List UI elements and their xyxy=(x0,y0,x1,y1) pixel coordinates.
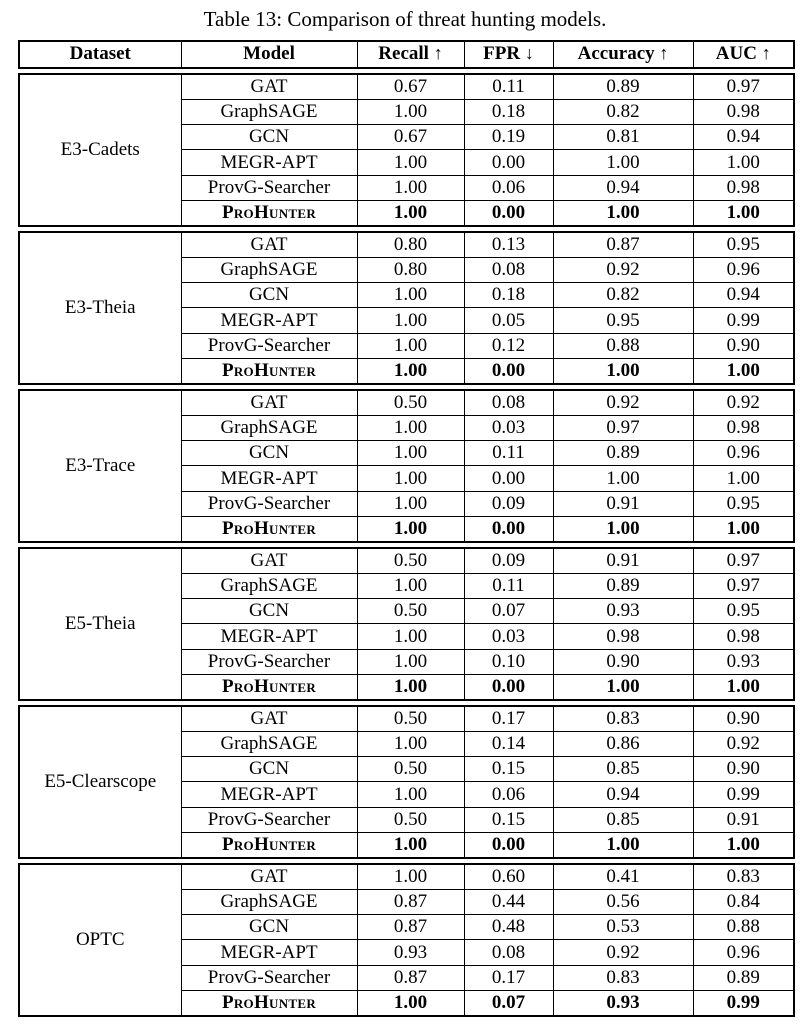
dataset-group xyxy=(18,705,795,859)
fpr-cell: 0.11 xyxy=(464,74,553,100)
auc-cell: 1.00 xyxy=(693,832,794,858)
recall-cell: 1.00 xyxy=(357,358,464,384)
recall-cell: 1.00 xyxy=(357,832,464,858)
accuracy-cell: 0.81 xyxy=(553,125,693,150)
recall-cell: 0.87 xyxy=(357,915,464,940)
dataset-group xyxy=(18,389,795,543)
model-cell: GraphSAGE xyxy=(181,100,357,125)
recall-cell: 0.87 xyxy=(357,890,464,915)
fpr-cell: 0.08 xyxy=(464,940,553,965)
table-row xyxy=(19,390,794,416)
dataset-group xyxy=(18,547,795,701)
column-header-recall xyxy=(357,41,464,68)
model-cell: MEGR-APT xyxy=(181,150,357,175)
model-cell: GCN xyxy=(181,915,357,940)
model-cell: GAT xyxy=(181,548,357,574)
dataset-cell: E3-Trace xyxy=(19,390,181,542)
dataset-cell: E5-Theia xyxy=(19,548,181,700)
dataset-group xyxy=(18,863,795,1017)
accuracy-cell: 1.00 xyxy=(553,466,693,491)
model-cell: GraphSAGE xyxy=(181,574,357,599)
accuracy-cell: 0.82 xyxy=(553,283,693,308)
fpr-cell: 0.00 xyxy=(464,466,553,491)
model-cell: MEGR-APT xyxy=(181,624,357,649)
fpr-cell: 0.08 xyxy=(464,258,553,283)
recall-cell: 1.00 xyxy=(357,574,464,599)
model-cell: ProvG-Searcher xyxy=(181,807,357,832)
fpr-cell: 0.17 xyxy=(464,706,553,732)
auc-cell: 0.94 xyxy=(693,125,794,150)
fpr-cell: 0.13 xyxy=(464,232,553,258)
recall-cell: 1.00 xyxy=(357,624,464,649)
fpr-cell: 0.15 xyxy=(464,807,553,832)
fpr-cell: 0.09 xyxy=(464,548,553,574)
fpr-cell: 0.00 xyxy=(464,150,553,175)
recall-cell: 1.00 xyxy=(357,175,464,200)
fpr-cell: 0.00 xyxy=(464,674,553,700)
dataset-group xyxy=(18,231,795,385)
fpr-cell: 0.07 xyxy=(464,599,553,624)
accuracy-cell: 0.89 xyxy=(553,74,693,100)
column-label: FPR xyxy=(483,43,521,64)
accuracy-cell: 0.85 xyxy=(553,757,693,782)
auc-cell: 1.00 xyxy=(693,674,794,700)
auc-cell: 0.88 xyxy=(693,915,794,940)
model-cell: MEGR-APT xyxy=(181,308,357,333)
recall-cell: 1.00 xyxy=(357,516,464,542)
accuracy-cell: 0.94 xyxy=(553,782,693,807)
table-row xyxy=(19,548,794,574)
accuracy-cell: 0.88 xyxy=(553,333,693,358)
accuracy-cell: 0.86 xyxy=(553,732,693,757)
accuracy-cell: 0.90 xyxy=(553,649,693,674)
column-header-dataset xyxy=(19,41,181,68)
model-cell: ProvG-Searcher xyxy=(181,649,357,674)
recall-cell: 1.00 xyxy=(357,150,464,175)
model-cell: MEGR-APT xyxy=(181,782,357,807)
column-label: Accuracy xyxy=(577,43,655,64)
accuracy-cell: 0.91 xyxy=(553,491,693,516)
recall-cell: 0.50 xyxy=(357,757,464,782)
fpr-cell: 0.00 xyxy=(464,200,553,226)
fpr-cell: 0.08 xyxy=(464,390,553,416)
model-cell: GAT xyxy=(181,232,357,258)
accuracy-cell: 1.00 xyxy=(553,674,693,700)
recall-cell: 1.00 xyxy=(357,200,464,226)
model-cell: ProHunter xyxy=(181,832,357,858)
fpr-cell: 0.60 xyxy=(464,864,553,890)
recall-cell: 1.00 xyxy=(357,416,464,441)
auc-cell: 0.98 xyxy=(693,624,794,649)
dataset-group xyxy=(18,73,795,227)
recall-cell: 1.00 xyxy=(357,782,464,807)
accuracy-cell: 0.53 xyxy=(553,915,693,940)
auc-cell: 1.00 xyxy=(693,200,794,226)
recall-cell: 0.50 xyxy=(357,706,464,732)
fpr-cell: 0.18 xyxy=(464,100,553,125)
fpr-cell: 0.12 xyxy=(464,333,553,358)
recall-cell: 1.00 xyxy=(357,283,464,308)
dataset-cell: E3-Theia xyxy=(19,232,181,384)
model-cell: GraphSAGE xyxy=(181,416,357,441)
model-cell: MEGR-APT xyxy=(181,466,357,491)
recall-cell: 0.67 xyxy=(357,125,464,150)
accuracy-cell: 0.95 xyxy=(553,308,693,333)
model-cell: GCN xyxy=(181,125,357,150)
auc-cell: 0.93 xyxy=(693,649,794,674)
auc-cell: 0.92 xyxy=(693,732,794,757)
model-cell: ProvG-Searcher xyxy=(181,965,357,990)
recall-cell: 0.93 xyxy=(357,940,464,965)
up-arrow-icon: ↑ xyxy=(761,43,771,63)
model-cell: ProvG-Searcher xyxy=(181,333,357,358)
fpr-cell: 0.18 xyxy=(464,283,553,308)
fpr-cell: 0.14 xyxy=(464,732,553,757)
model-cell: GraphSAGE xyxy=(181,258,357,283)
recall-cell: 1.00 xyxy=(357,864,464,890)
fpr-cell: 0.15 xyxy=(464,757,553,782)
accuracy-cell: 0.98 xyxy=(553,624,693,649)
model-cell: MEGR-APT xyxy=(181,940,357,965)
fpr-cell: 0.11 xyxy=(464,441,553,466)
accuracy-cell: 0.93 xyxy=(553,990,693,1016)
table-row xyxy=(19,232,794,258)
accuracy-cell: 0.41 xyxy=(553,864,693,890)
dataset-cell: E3-Cadets xyxy=(19,74,181,226)
fpr-cell: 0.00 xyxy=(464,516,553,542)
recall-cell: 0.67 xyxy=(357,74,464,100)
column-label: Model xyxy=(243,43,295,64)
auc-cell: 0.92 xyxy=(693,390,794,416)
model-cell: ProHunter xyxy=(181,358,357,384)
auc-cell: 0.90 xyxy=(693,757,794,782)
header-row xyxy=(19,41,794,68)
table-body xyxy=(18,73,793,1017)
recall-cell: 0.50 xyxy=(357,548,464,574)
model-cell: GAT xyxy=(181,74,357,100)
auc-cell: 0.95 xyxy=(693,599,794,624)
model-cell: GCN xyxy=(181,599,357,624)
model-cell: ProHunter xyxy=(181,200,357,226)
model-cell: GAT xyxy=(181,706,357,732)
accuracy-cell: 0.94 xyxy=(553,175,693,200)
fpr-cell: 0.17 xyxy=(464,965,553,990)
model-cell: GAT xyxy=(181,864,357,890)
column-label: AUC xyxy=(715,43,757,64)
fpr-cell: 0.05 xyxy=(464,308,553,333)
auc-cell: 0.97 xyxy=(693,74,794,100)
auc-cell: 0.83 xyxy=(693,864,794,890)
fpr-cell: 0.06 xyxy=(464,175,553,200)
accuracy-cell: 0.92 xyxy=(553,258,693,283)
auc-cell: 0.97 xyxy=(693,548,794,574)
table-caption: Table 13: Comparison of threat hunting models. xyxy=(203,7,607,31)
auc-cell: 0.90 xyxy=(693,333,794,358)
fpr-cell: 0.07 xyxy=(464,990,553,1016)
dataset-cell: OPTC xyxy=(19,864,181,1016)
accuracy-cell: 0.97 xyxy=(553,416,693,441)
model-cell: ProHunter xyxy=(181,990,357,1016)
table-row xyxy=(19,74,794,100)
accuracy-cell: 1.00 xyxy=(553,516,693,542)
fpr-cell: 0.03 xyxy=(464,624,553,649)
fpr-cell: 0.09 xyxy=(464,491,553,516)
fpr-cell: 0.06 xyxy=(464,782,553,807)
table-header xyxy=(18,40,795,69)
auc-cell: 1.00 xyxy=(693,516,794,542)
auc-cell: 0.96 xyxy=(693,940,794,965)
auc-cell: 0.89 xyxy=(693,965,794,990)
comparison-table xyxy=(18,40,793,1017)
auc-cell: 0.91 xyxy=(693,807,794,832)
fpr-cell: 0.00 xyxy=(464,358,553,384)
model-cell: GCN xyxy=(181,757,357,782)
fpr-cell: 0.10 xyxy=(464,649,553,674)
accuracy-cell: 0.93 xyxy=(553,599,693,624)
recall-cell: 1.00 xyxy=(357,674,464,700)
fpr-cell: 0.03 xyxy=(464,416,553,441)
auc-cell: 0.98 xyxy=(693,416,794,441)
fpr-cell: 0.19 xyxy=(464,125,553,150)
recall-cell: 0.87 xyxy=(357,965,464,990)
model-cell: GraphSAGE xyxy=(181,890,357,915)
accuracy-cell: 0.92 xyxy=(553,940,693,965)
model-cell: ProvG-Searcher xyxy=(181,175,357,200)
recall-cell: 1.00 xyxy=(357,491,464,516)
column-label: Recall xyxy=(378,43,429,64)
fpr-cell: 0.44 xyxy=(464,890,553,915)
auc-cell: 0.99 xyxy=(693,308,794,333)
accuracy-cell: 0.92 xyxy=(553,390,693,416)
auc-cell: 0.98 xyxy=(693,100,794,125)
recall-cell: 1.00 xyxy=(357,649,464,674)
up-arrow-icon: ↑ xyxy=(433,43,443,63)
recall-cell: 1.00 xyxy=(357,100,464,125)
accuracy-cell: 0.83 xyxy=(553,965,693,990)
auc-cell: 0.98 xyxy=(693,175,794,200)
accuracy-cell: 0.82 xyxy=(553,100,693,125)
model-cell: ProHunter xyxy=(181,674,357,700)
fpr-cell: 0.48 xyxy=(464,915,553,940)
recall-cell: 0.80 xyxy=(357,258,464,283)
up-arrow-icon: ↑ xyxy=(659,43,669,63)
recall-cell: 0.50 xyxy=(357,807,464,832)
model-cell: ProHunter xyxy=(181,516,357,542)
accuracy-cell: 0.91 xyxy=(553,548,693,574)
column-header-model xyxy=(181,41,357,68)
model-cell: GraphSAGE xyxy=(181,732,357,757)
column-label: Dataset xyxy=(69,43,131,64)
accuracy-cell: 0.87 xyxy=(553,232,693,258)
model-cell: GCN xyxy=(181,283,357,308)
recall-cell: 0.80 xyxy=(357,232,464,258)
auc-cell: 0.96 xyxy=(693,441,794,466)
fpr-cell: 0.00 xyxy=(464,832,553,858)
accuracy-cell: 1.00 xyxy=(553,832,693,858)
recall-cell: 0.50 xyxy=(357,599,464,624)
auc-cell: 0.99 xyxy=(693,990,794,1016)
auc-cell: 0.90 xyxy=(693,706,794,732)
auc-cell: 1.00 xyxy=(693,150,794,175)
accuracy-cell: 1.00 xyxy=(553,358,693,384)
recall-cell: 1.00 xyxy=(357,441,464,466)
recall-cell: 0.50 xyxy=(357,390,464,416)
accuracy-cell: 0.89 xyxy=(553,574,693,599)
auc-cell: 0.95 xyxy=(693,491,794,516)
accuracy-cell: 1.00 xyxy=(553,150,693,175)
recall-cell: 1.00 xyxy=(357,466,464,491)
accuracy-cell: 0.56 xyxy=(553,890,693,915)
recall-cell: 1.00 xyxy=(357,308,464,333)
model-cell: GCN xyxy=(181,441,357,466)
accuracy-cell: 0.83 xyxy=(553,706,693,732)
accuracy-cell: 0.89 xyxy=(553,441,693,466)
column-header-fpr xyxy=(464,41,553,68)
model-cell: GAT xyxy=(181,390,357,416)
table-row xyxy=(19,864,794,890)
dataset-cell: E5-Clearscope xyxy=(19,706,181,858)
auc-cell: 0.94 xyxy=(693,283,794,308)
accuracy-cell: 0.85 xyxy=(553,807,693,832)
recall-cell: 1.00 xyxy=(357,732,464,757)
column-header-auc xyxy=(693,41,794,68)
down-arrow-icon: ↓ xyxy=(524,43,534,63)
auc-cell: 0.99 xyxy=(693,782,794,807)
table-row xyxy=(19,706,794,732)
auc-cell: 1.00 xyxy=(693,466,794,491)
auc-cell: 0.95 xyxy=(693,232,794,258)
recall-cell: 1.00 xyxy=(357,990,464,1016)
auc-cell: 0.97 xyxy=(693,574,794,599)
auc-cell: 1.00 xyxy=(693,358,794,384)
auc-cell: 0.96 xyxy=(693,258,794,283)
column-header-accuracy xyxy=(553,41,693,68)
fpr-cell: 0.11 xyxy=(464,574,553,599)
auc-cell: 0.84 xyxy=(693,890,794,915)
accuracy-cell: 1.00 xyxy=(553,200,693,226)
model-cell: ProvG-Searcher xyxy=(181,491,357,516)
recall-cell: 1.00 xyxy=(357,333,464,358)
